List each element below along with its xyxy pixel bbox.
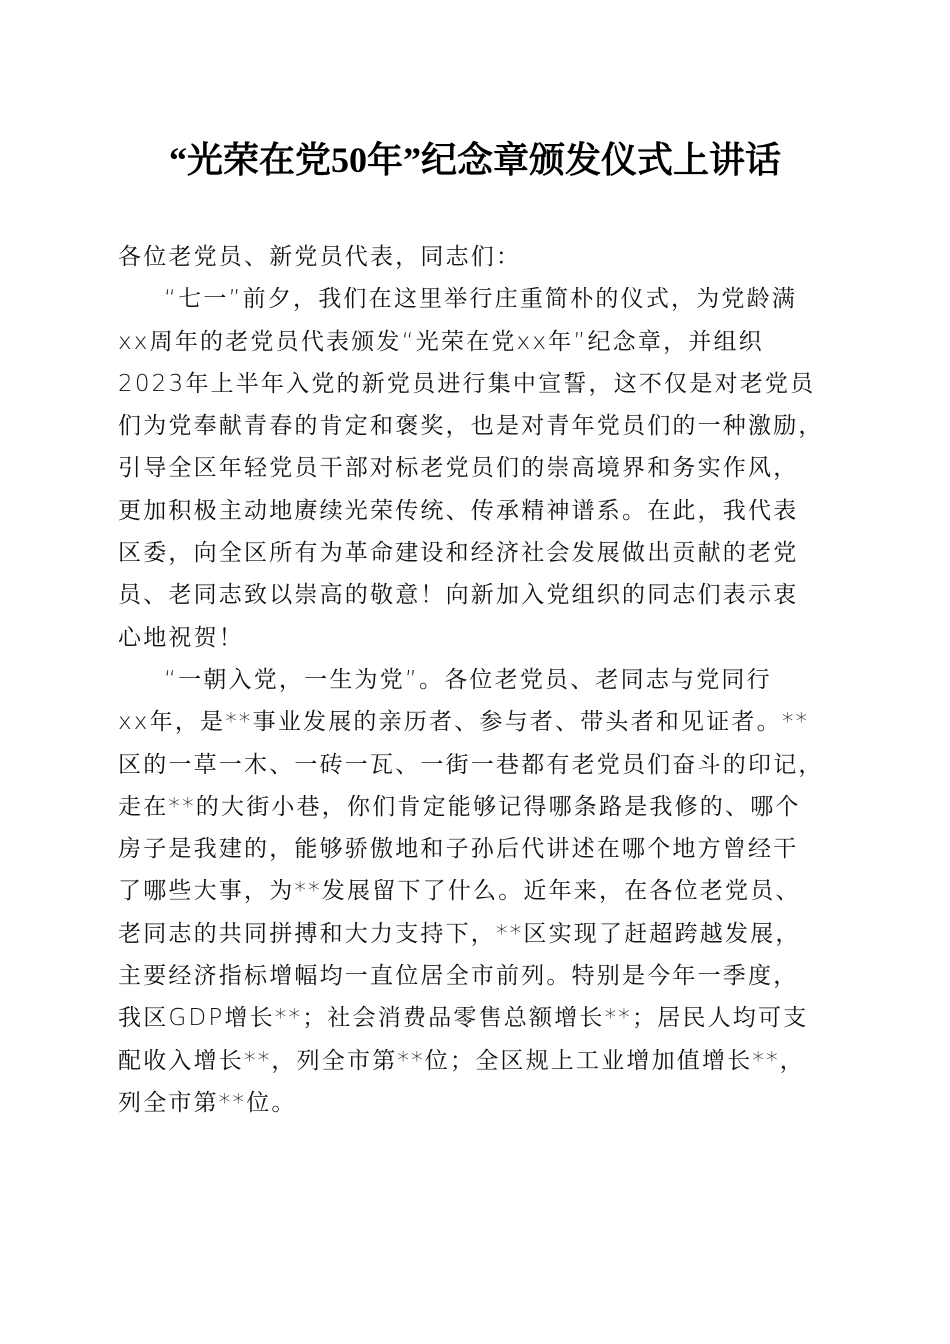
paragraph-2 bbox=[118, 659, 838, 1124]
salutation: 各位老党员、新党员代表，同志们： bbox=[118, 244, 522, 270]
paragraph-line: 2023年上半年入党的新党员进行集中宣誓，这不仅是对老党员 bbox=[118, 370, 816, 397]
document-body bbox=[118, 236, 838, 1124]
paragraph-line: 心地祝贺！ bbox=[118, 624, 244, 651]
paragraph-line: 更加积极主动地赓续光荣传统、传承精神谱系。在此，我代表 bbox=[118, 497, 799, 524]
paragraph-line: 列全市第**位。 bbox=[118, 1089, 297, 1116]
paragraph-line: “七一”前夕，我们在这里举行庄重简朴的仪式，为党龄满 bbox=[164, 286, 798, 313]
paragraph-line: 我区GDP增长**；社会消费品零售总额增长**；居民人均可支 bbox=[118, 1005, 809, 1032]
paragraph-line: 引导全区年轻党员干部对标老党员们的崇高境界和务实作风， bbox=[118, 455, 799, 482]
paragraph-line: 走在**的大街小巷，你们肯定能够记得哪条路是我修的、哪个 bbox=[118, 793, 801, 820]
paragraph-line: “一朝入党，一生为党”。各位老党员、老同志与党同行 bbox=[164, 666, 772, 693]
paragraph-1 bbox=[118, 278, 838, 659]
paragraph-line: 了哪些大事，为**发展留下了什么。近年来，在各位老党员、 bbox=[118, 878, 801, 905]
paragraph-line: 主要经济指标增幅均一直位居全市前列。特别是今年一季度， bbox=[118, 963, 799, 990]
paragraph-line: 们为党奉献青春的肯定和褒奖，也是对青年党员们的一种激励， bbox=[118, 413, 824, 440]
paragraph-line: 房子是我建的，能够骄傲地和子孙后代讲述在哪个地方曾经干 bbox=[118, 836, 799, 863]
document-title: “光荣在党50年”纪念章颁发仪式上讲话 bbox=[168, 140, 781, 180]
paragraph-line: xx年，是**事业发展的亲历者、参与者、带头者和见证者。** bbox=[118, 709, 810, 736]
paragraph-line: xx周年的老党员代表颁发“光荣在党xx年”纪念章，并组织 bbox=[118, 328, 764, 355]
paragraph-line: 区的一草一木、一砖一瓦、一街一巷都有老党员们奋斗的印记， bbox=[118, 751, 824, 778]
paragraph-line: 区委，向全区所有为革命建设和经济社会发展做出贡献的老党 bbox=[118, 540, 799, 567]
paragraph-line: 员、老同志致以崇高的敬意！向新加入党组织的同志们表示衷 bbox=[118, 582, 799, 609]
paragraph-line: 老同志的共同拼搏和大力支持下，**区实现了赶超跨越发展， bbox=[118, 920, 801, 947]
paragraph-line: 配收入增长**，列全市第**位；全区规上工业增加值增长**， bbox=[118, 1047, 805, 1074]
